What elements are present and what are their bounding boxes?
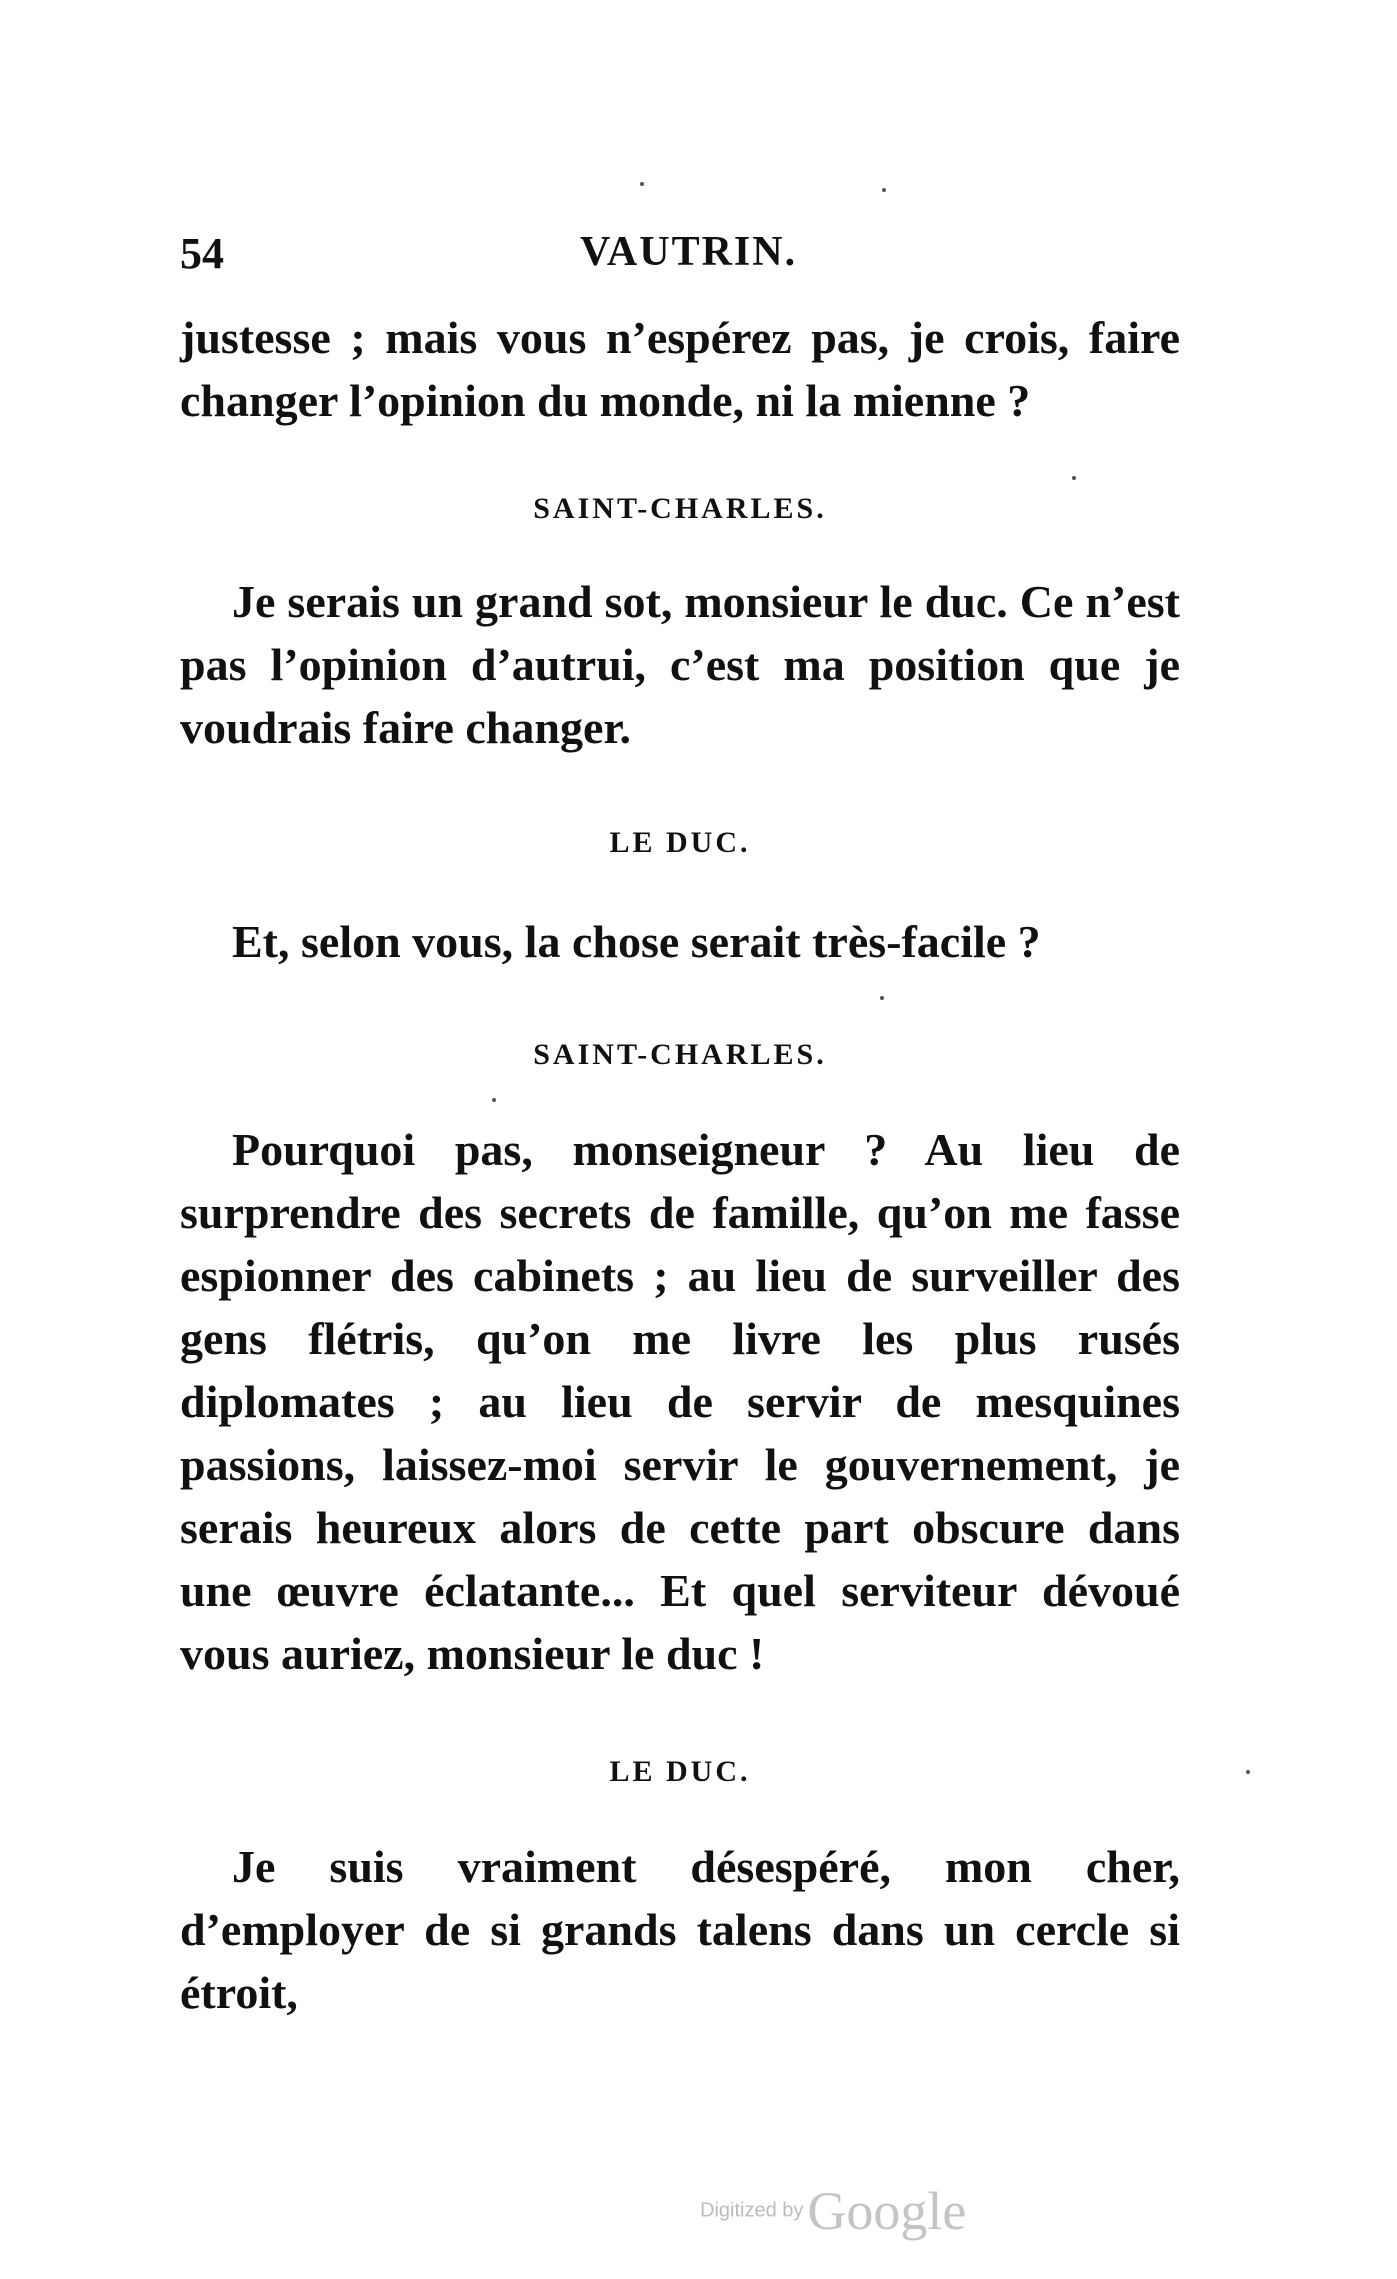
watermark-prefix: Digitized by: [700, 2199, 804, 2222]
page-number: 54: [180, 229, 224, 278]
dialogue-text: justesse ; mais vous n’espérez pas, je crois, faire changer l’opinion du monde, ni la mienne ?: [180, 312, 1180, 426]
dialogue-text: Je serais un grand sot, monsieur le duc. Ce n’est pas l’opinion d’autrui, c’est ma position que je voudrais faire changer.: [180, 576, 1180, 753]
dialogue-text: Et, selon vous, la chose serait très-facile ?: [232, 916, 1041, 967]
running-title: VAUTRIN.: [580, 229, 798, 275]
page-header: [180, 228, 1180, 288]
scan-speck: [1246, 1770, 1250, 1774]
speaker-name: LE DUC.: [609, 826, 751, 859]
scan-speck: [880, 996, 884, 1000]
speaker-name: LE DUC.: [609, 1755, 751, 1788]
google-logo: Google: [807, 2181, 967, 2241]
scan-speck: [1072, 476, 1076, 480]
scan-speck: [882, 188, 886, 192]
dialogue-text: Pourquoi pas, monseigneur ? Au lieu de surprendre des secrets de famille, qu’on me fasse espionner des cabinets ; au lieu de surveiller des gens flétris, qu’on me livre les plus rusés diplomates ; au lieu de servir de mesquines passions, laissez-moi servir le gouvernement, je serais heureux alors de cette part obscure dans une œuvre éclatante... Et quel serviteur dévoué vous auriez, monsieur le duc !: [180, 1124, 1180, 1679]
scan-speck: [640, 182, 644, 186]
dialogue-text: Je suis vraiment désespéré, mon cher, d’employer de si grands talens dans un cercle si étroit,: [180, 1841, 1180, 2018]
speaker-name: SAINT-CHARLES.: [533, 1038, 827, 1071]
speaker-name: SAINT-CHARLES.: [533, 492, 827, 525]
digitization-watermark: [700, 2180, 966, 2242]
scan-speck: [492, 1098, 496, 1102]
